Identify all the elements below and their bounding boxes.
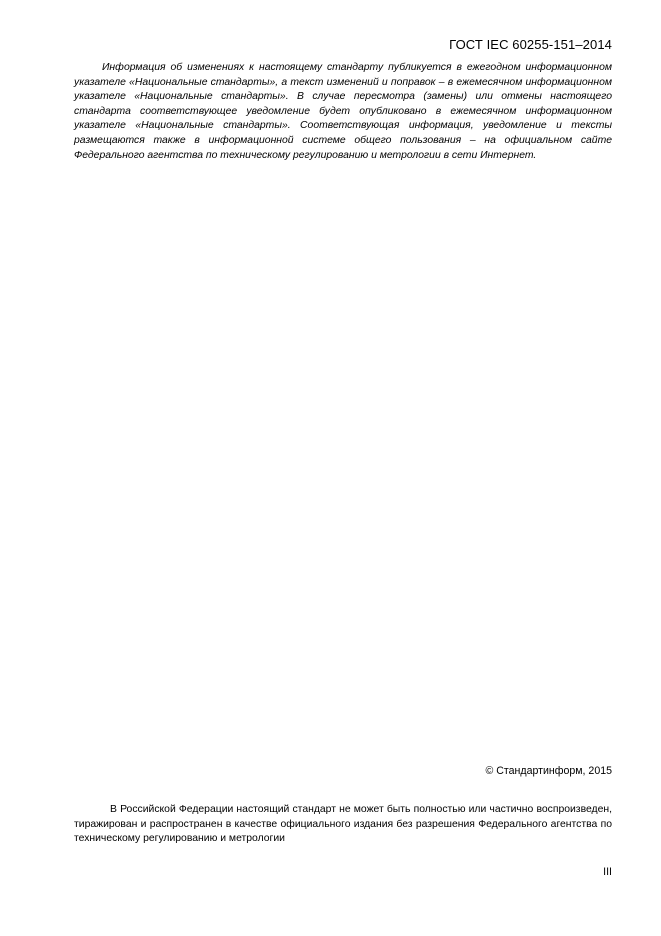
reproduction-restriction-paragraph: В Российской Федерации настоящий стандарт не может быть полностью или частично воспроизведен, тиражирован и распространен в качестве официального издания без разрешения Федерального агентства по техническому регулированию и метрологии <box>74 804 612 845</box>
page-number: III <box>603 866 612 878</box>
amendments-notice-paragraph: Информация об изменениях к настоящему стандарту публикуется в ежегодном информационном указателе «Национальные стандарты», а текст изменений и поправок – в ежемесячном информационном указателе «Национальные стандарты». В случае пересмотра (замены) или отмены настоящего стандарта соответствующее уведомление будет опубликовано в ежемесячном информационном указателе «Национальные стандарты». Соответствующая информация, уведомление и тексты размещаются также в информационной системе общего пользования – на официальном сайте Федерального агентства по техническому регулированию и метрологии в сети Интернет. <box>74 62 612 161</box>
page-header-standard-id: ГОСТ IEC 60255-151–2014 <box>449 37 612 52</box>
copyright-line: © Стандартинформ, 2015 <box>485 765 612 777</box>
